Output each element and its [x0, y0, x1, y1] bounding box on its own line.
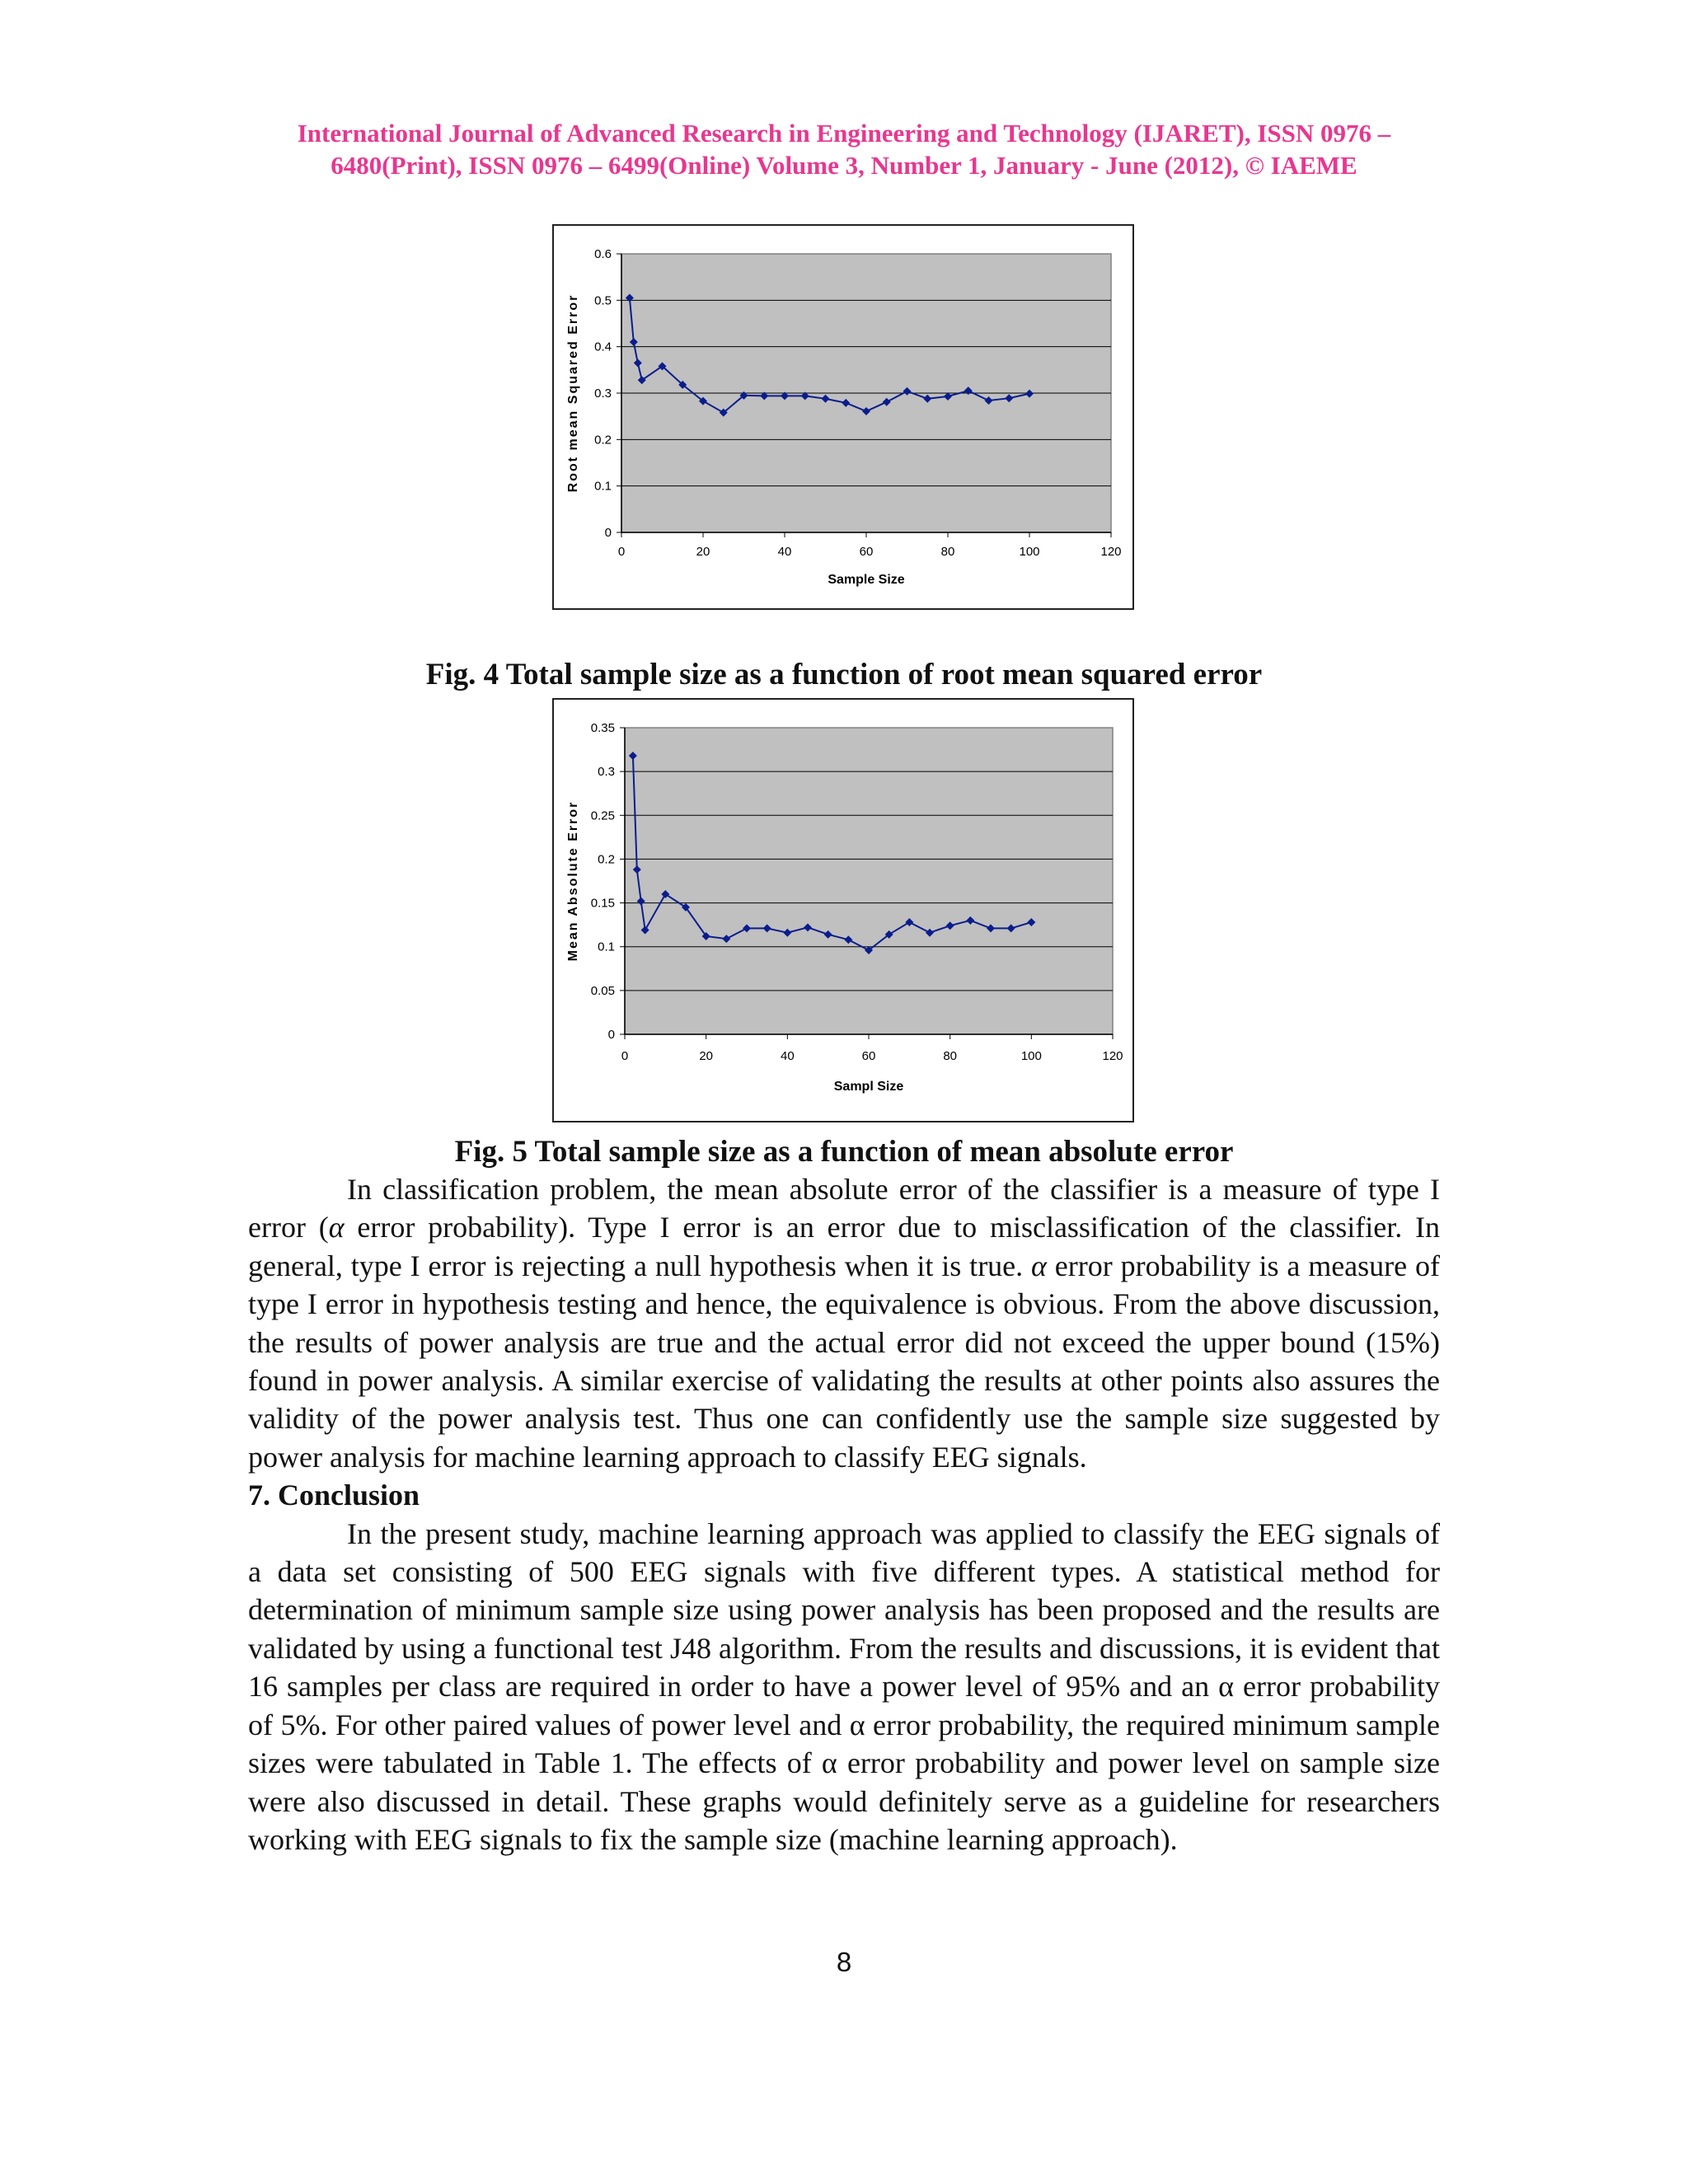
- page-number: 8: [836, 1947, 852, 1977]
- x-tick-label: 40: [777, 545, 792, 559]
- figure-4-chart: [552, 224, 1134, 610]
- y-tick-label: 0.6: [594, 247, 612, 261]
- x-tick-label: 40: [780, 1049, 795, 1063]
- figure-5-caption: Fig. 5 Total sample size as a function of mean absolute error: [454, 1135, 1234, 1169]
- y-tick-label: 0.15: [590, 896, 615, 911]
- x-tick-label: 100: [1020, 1049, 1042, 1063]
- x-tick-label: 20: [696, 545, 710, 559]
- y-tick-label: 0.2: [598, 852, 615, 867]
- body-text: [248, 1170, 1440, 1858]
- alpha-symbol: α: [1031, 1249, 1047, 1282]
- x-tick-label: 120: [1102, 1049, 1123, 1063]
- y-tick-label: 0.2: [594, 433, 612, 448]
- paragraph-alpha-error-part-3: error probability is a measure of type I error in hypothesis testing and hence, the equivalence is obvious. From the above discussion, the results of power analysis are true and the actual error did not exceed the upper bound (15%) found in power analysis. A similar exercise of validating the results at other points also assures the validity of the power analysis test. Thus one can confidently use the sample size suggested by power analysis for machine learning approach to classify EEG signals.: [248, 1249, 1440, 1474]
- x-tick-label: 60: [859, 545, 874, 559]
- x-tick-label: 80: [943, 1049, 958, 1063]
- x-tick-label: 0: [617, 545, 626, 559]
- y-tick-label: 0.35: [590, 721, 615, 735]
- rmse-chart-svg: [554, 226, 1132, 608]
- y-tick-label: 0: [607, 1028, 615, 1042]
- y-tick-label: 0.3: [598, 765, 615, 780]
- paragraph-alpha-error: [248, 1170, 1440, 1476]
- paragraph-alpha-error-part-2: error probability). Type I error is an error due to misclassification of the classifier. In general, type I error is rejecting a null hypothesis when it is true.: [248, 1211, 1440, 1282]
- x-tick-label: 20: [699, 1049, 714, 1063]
- conclusion-heading: 7. Conclusion: [248, 1479, 420, 1512]
- mae-chart-svg: [554, 700, 1132, 1121]
- x-tick-label: 80: [940, 545, 955, 559]
- figure-5-chart: [552, 698, 1134, 1122]
- x-tick-label: 60: [861, 1049, 876, 1063]
- journal-header-line-1: International Journal of Advanced Research in Engineering and Technology (IJARET), ISSN 0976 –: [297, 119, 1391, 148]
- y-tick-label: 0.1: [594, 479, 612, 494]
- y-tick-label: 0.1: [598, 940, 615, 954]
- x-tick-label: 0: [621, 1049, 629, 1063]
- paragraph-conclusion-part-4: error probability and power level on sample size were also discussed in detail. These graphs would definitely serve as a guideline for researchers working with EEG signals to fix the sample size (machine learning approach).: [248, 1746, 1440, 1856]
- alpha-symbol: α: [328, 1211, 345, 1244]
- paragraph-conclusion: [248, 1515, 1440, 1859]
- alpha-symbol: α: [821, 1746, 837, 1780]
- y-tick-label: 0.4: [594, 340, 612, 354]
- x-axis-label: Sampl Size: [833, 1080, 904, 1094]
- alpha-symbol: α: [1218, 1670, 1235, 1704]
- paragraph-alpha-error-part-1: In classification problem, the mean absolute error of the classifier is a measure of type I error (: [248, 1173, 1440, 1244]
- y-tick-label: 0.25: [590, 808, 615, 823]
- x-tick-label: 100: [1019, 545, 1040, 559]
- paragraph-conclusion-part-1: In the present study, machine learning approach was applied to classify the EEG signals of a data set consisting of 500 EEG signals with five different types. A statistical method for determination of minimum sample size using power analysis has been proposed and the results are validated by using a functional test J48 algorithm. From the results and discussions, it is evident that 16 samples per class are required in order to have a power level of 95% and an: [248, 1516, 1440, 1704]
- x-axis-label: Sample Size: [828, 573, 905, 587]
- y-tick-label: 0.3: [594, 387, 612, 401]
- x-tick-label: 120: [1100, 545, 1122, 559]
- journal-header-line-2: 6480(Print), ISSN 0976 – 6499(Online) Volume 3, Number 1, January - June (2012), © IAEME: [331, 151, 1357, 180]
- alpha-symbol: α: [849, 1708, 865, 1741]
- figure-4-caption: Fig. 4 Total sample size as a function of root mean squared error: [425, 658, 1263, 691]
- y-tick-label: 0.5: [594, 293, 612, 308]
- plot-area: [625, 728, 1113, 1034]
- paragraph-conclusion-part-2: error probability of 5%. For other paired values of power level and: [248, 1670, 1441, 1741]
- y-tick-label: 0: [604, 526, 612, 540]
- journal-header: [0, 117, 1688, 181]
- y-axis-label: Mean Absolute Error: [566, 800, 580, 962]
- y-axis-label: Root mean Squared Error: [566, 293, 580, 493]
- paragraph-conclusion-part-3: error probability, the required minimum sample sizes were tabulated in Table 1. The effects of: [248, 1708, 1440, 1780]
- y-tick-label: 0.05: [590, 983, 615, 998]
